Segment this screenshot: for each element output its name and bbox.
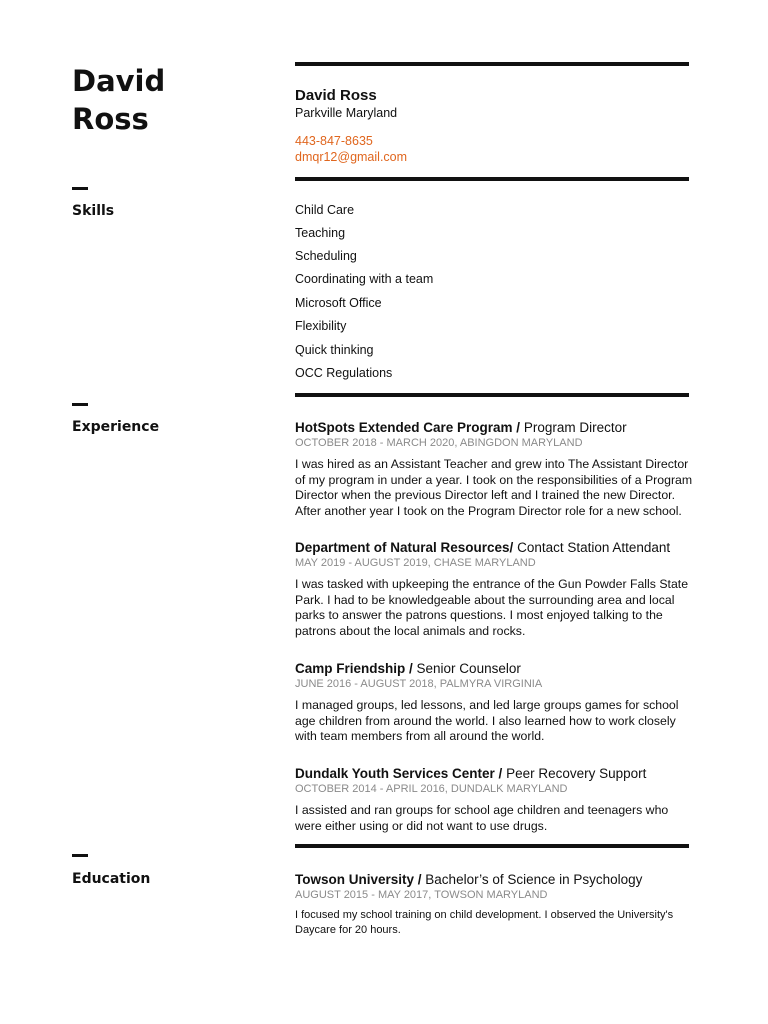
school-name: Towson University /	[295, 872, 422, 887]
contact-name: David Ross	[295, 87, 377, 104]
job-description: I assisted and ran groups for school age children and teenagers who were either using or did not want to use drugs.	[295, 803, 669, 833]
job-dates: OCTOBER 2018 - MARCH 2020, ABINGDON MARYLAND	[295, 437, 583, 449]
skills-section-label: Skills	[72, 203, 115, 219]
job-description: I managed groups, led lessons, and led large groups games for school age children from around the world. I also learned how to work closely with team members from all around the world.	[295, 698, 679, 743]
skill-item: Child Care	[295, 203, 355, 217]
job-title	[295, 765, 695, 782]
experience-entry	[295, 765, 695, 834]
experience-entry	[295, 419, 695, 519]
skill-item: Coordinating with a team	[295, 272, 434, 286]
skill-item: Microsoft Office	[295, 296, 382, 310]
education-section-label: Education	[72, 871, 151, 887]
experience-section-label: Experience	[72, 419, 160, 435]
job-dates: OCTOBER 2014 - APRIL 2016, DUNDALK MARYLAND	[295, 783, 568, 795]
job-title	[295, 539, 695, 556]
job-title	[295, 419, 695, 436]
job-role: Contact Station Attendant	[517, 540, 671, 555]
job-title	[295, 660, 695, 677]
job-role: Senior Counselor	[416, 661, 521, 676]
section-divider	[295, 844, 689, 848]
experience-entry	[295, 539, 695, 639]
education-section-marker	[72, 854, 88, 857]
job-dates: MAY 2019 - AUGUST 2019, CHASE MARYLAND	[295, 557, 536, 569]
employer-name: Camp Friendship /	[295, 661, 413, 676]
contact-email-link[interactable]: dmqr12@gmail.com	[295, 150, 408, 164]
skill-item: Teaching	[295, 226, 346, 240]
experience-entry	[295, 660, 695, 745]
employer-name: Dundalk Youth Services Center /	[295, 766, 503, 781]
job-description: I was tasked with upkeeping the entrance of the Gun Powder Falls State Park. I had to be knowledgeable about the surrounding area and local parks to answer the patrons questions. I most enjoyed talking to the patrons about the local animals and rocks.	[295, 577, 689, 638]
section-divider	[295, 393, 689, 397]
skill-item: OCC Regulations	[295, 366, 393, 380]
contact-location: Parkville Maryland	[295, 106, 398, 120]
section-divider	[295, 62, 689, 66]
job-role: Program Director	[523, 420, 627, 435]
education-entry	[295, 871, 695, 937]
job-description: I was hired as an Assistant Teacher and grew into The Assistant Director of my program in under a year. I took on the responsibilities of a Program Director when the previous Director left and I trained the new Director. After another year I took on the Program Director role for a new school.	[295, 457, 693, 518]
education-description: I focused my school training on child development. I observed the University's Daycare for 20 hours.	[295, 909, 674, 936]
degree-title	[295, 871, 695, 888]
skill-item: Flexibility	[295, 319, 347, 333]
experience-section-marker	[72, 403, 88, 406]
employer-name: Department of Natural Resources/	[295, 540, 514, 555]
contact-block	[295, 87, 695, 165]
skill-item: Quick thinking	[295, 343, 374, 357]
skill-item: Scheduling	[295, 249, 357, 263]
contact-phone-link[interactable]: 443-847-8635	[295, 134, 373, 148]
education-dates: AUGUST 2015 - MAY 2017, TOWSON MARYLAND	[295, 889, 548, 901]
job-role: Peer Recovery Support	[506, 766, 647, 781]
employer-name: HotSpots Extended Care Program /	[295, 420, 521, 435]
job-dates: JUNE 2016 - AUGUST 2018, PALMYRA VIRGINIA	[295, 678, 543, 690]
degree-name: Bachelor’s of Science in Psychology	[425, 872, 643, 887]
name-first: David	[72, 64, 166, 98]
resume-name-heading	[72, 62, 252, 138]
name-last: Ross	[72, 102, 149, 136]
skills-section-marker	[72, 187, 88, 190]
section-divider	[295, 177, 689, 181]
